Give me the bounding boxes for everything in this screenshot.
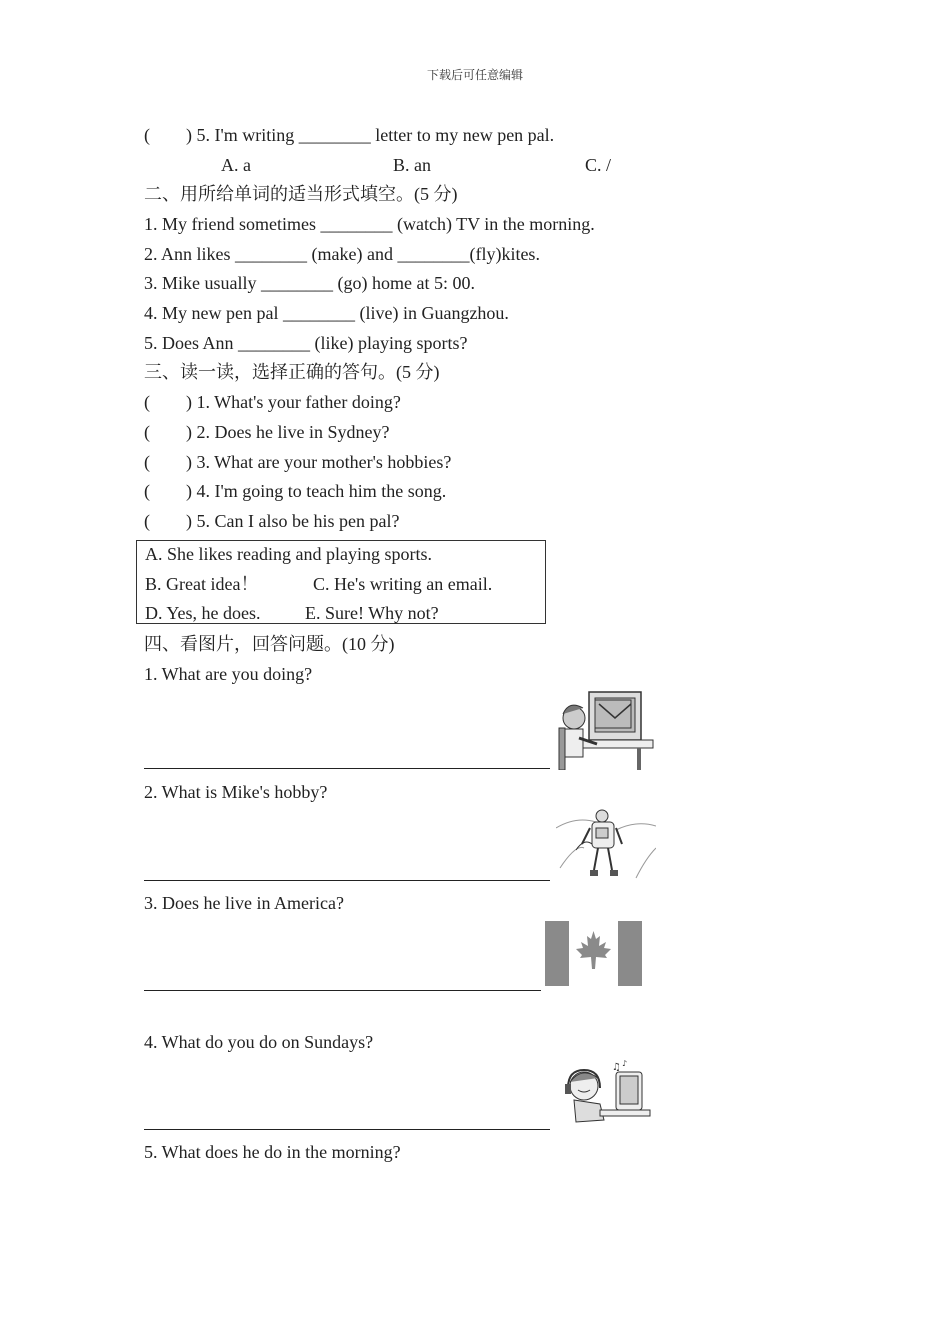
part2-item-4: 4. My new pen pal ________ (live) in Guangzhou. bbox=[144, 303, 509, 323]
part3-title: 三、读一读，选择正确的答句。(5 分) bbox=[144, 362, 440, 382]
choice-e: E. Sure! Why not? bbox=[305, 603, 439, 623]
choice-d: D. Yes, he does. bbox=[145, 603, 261, 623]
part2-title: 二、用所给单词的适当形式填空。(5 分) bbox=[144, 184, 458, 204]
answer-line-1[interactable] bbox=[144, 768, 550, 769]
answer-choices-box bbox=[136, 540, 546, 624]
option-b: B. an bbox=[393, 155, 431, 175]
part4-question-5: 5. What does he do in the morning? bbox=[144, 1142, 401, 1162]
boy-with-headphones-image bbox=[556, 1060, 652, 1130]
part3-item-3: ( ) 3. What are your mother's hobbies? bbox=[144, 452, 452, 472]
part4-question-3: 3. Does he live in America? bbox=[144, 893, 344, 913]
part4-question-4: 4. What do you do on Sundays? bbox=[144, 1032, 374, 1052]
answer-line-4[interactable] bbox=[144, 1129, 550, 1130]
part4-question-2: 2. What is Mike's hobby? bbox=[144, 782, 328, 802]
svg-text:♪: ♪ bbox=[622, 1060, 628, 1068]
part2-item-5: 5. Does Ann ________ (like) playing sports? bbox=[144, 333, 468, 353]
boy-at-computer-image bbox=[557, 690, 655, 770]
part4-question-1: 1. What are you doing? bbox=[144, 664, 313, 684]
canada-flag-image bbox=[545, 921, 642, 986]
part2-item-1: 1. My friend sometimes ________ (watch) TV in the morning. bbox=[144, 214, 595, 234]
part2-item-2: 2. Ann likes ________ (make) and ________(fly)kites. bbox=[144, 244, 540, 264]
part3-item-2: ( ) 2. Does he live in Sydney? bbox=[144, 422, 390, 442]
part3-item-5: ( ) 5. Can I also be his pen pal? bbox=[144, 511, 400, 531]
part3-item-1: ( ) 1. What's your father doing? bbox=[144, 392, 401, 412]
part3-item-4: ( ) 4. I'm going to teach him the song. bbox=[144, 481, 447, 501]
part4-title: 四、看图片，回答问题。(10 分) bbox=[144, 634, 395, 654]
part2-item-3: 3. Mike usually ________ (go) home at 5: 00. bbox=[144, 273, 475, 293]
svg-text:♫: ♫ bbox=[612, 1062, 621, 1073]
answer-line-2[interactable] bbox=[144, 880, 550, 881]
hiker-image bbox=[556, 808, 656, 882]
part1-question-5: ( ) 5. I'm writing ________ letter to my new pen pal. bbox=[144, 125, 555, 145]
choice-b: B. Great idea！ bbox=[145, 574, 259, 594]
option-a: A. a bbox=[221, 155, 251, 175]
answer-line-3[interactable] bbox=[144, 990, 541, 991]
option-c: C. / bbox=[585, 155, 612, 175]
page-header: 下载后可任意编辑 bbox=[426, 68, 523, 82]
choice-c: C. He's writing an email. bbox=[313, 574, 493, 594]
choice-a: A. She likes reading and playing sports. bbox=[145, 544, 432, 564]
